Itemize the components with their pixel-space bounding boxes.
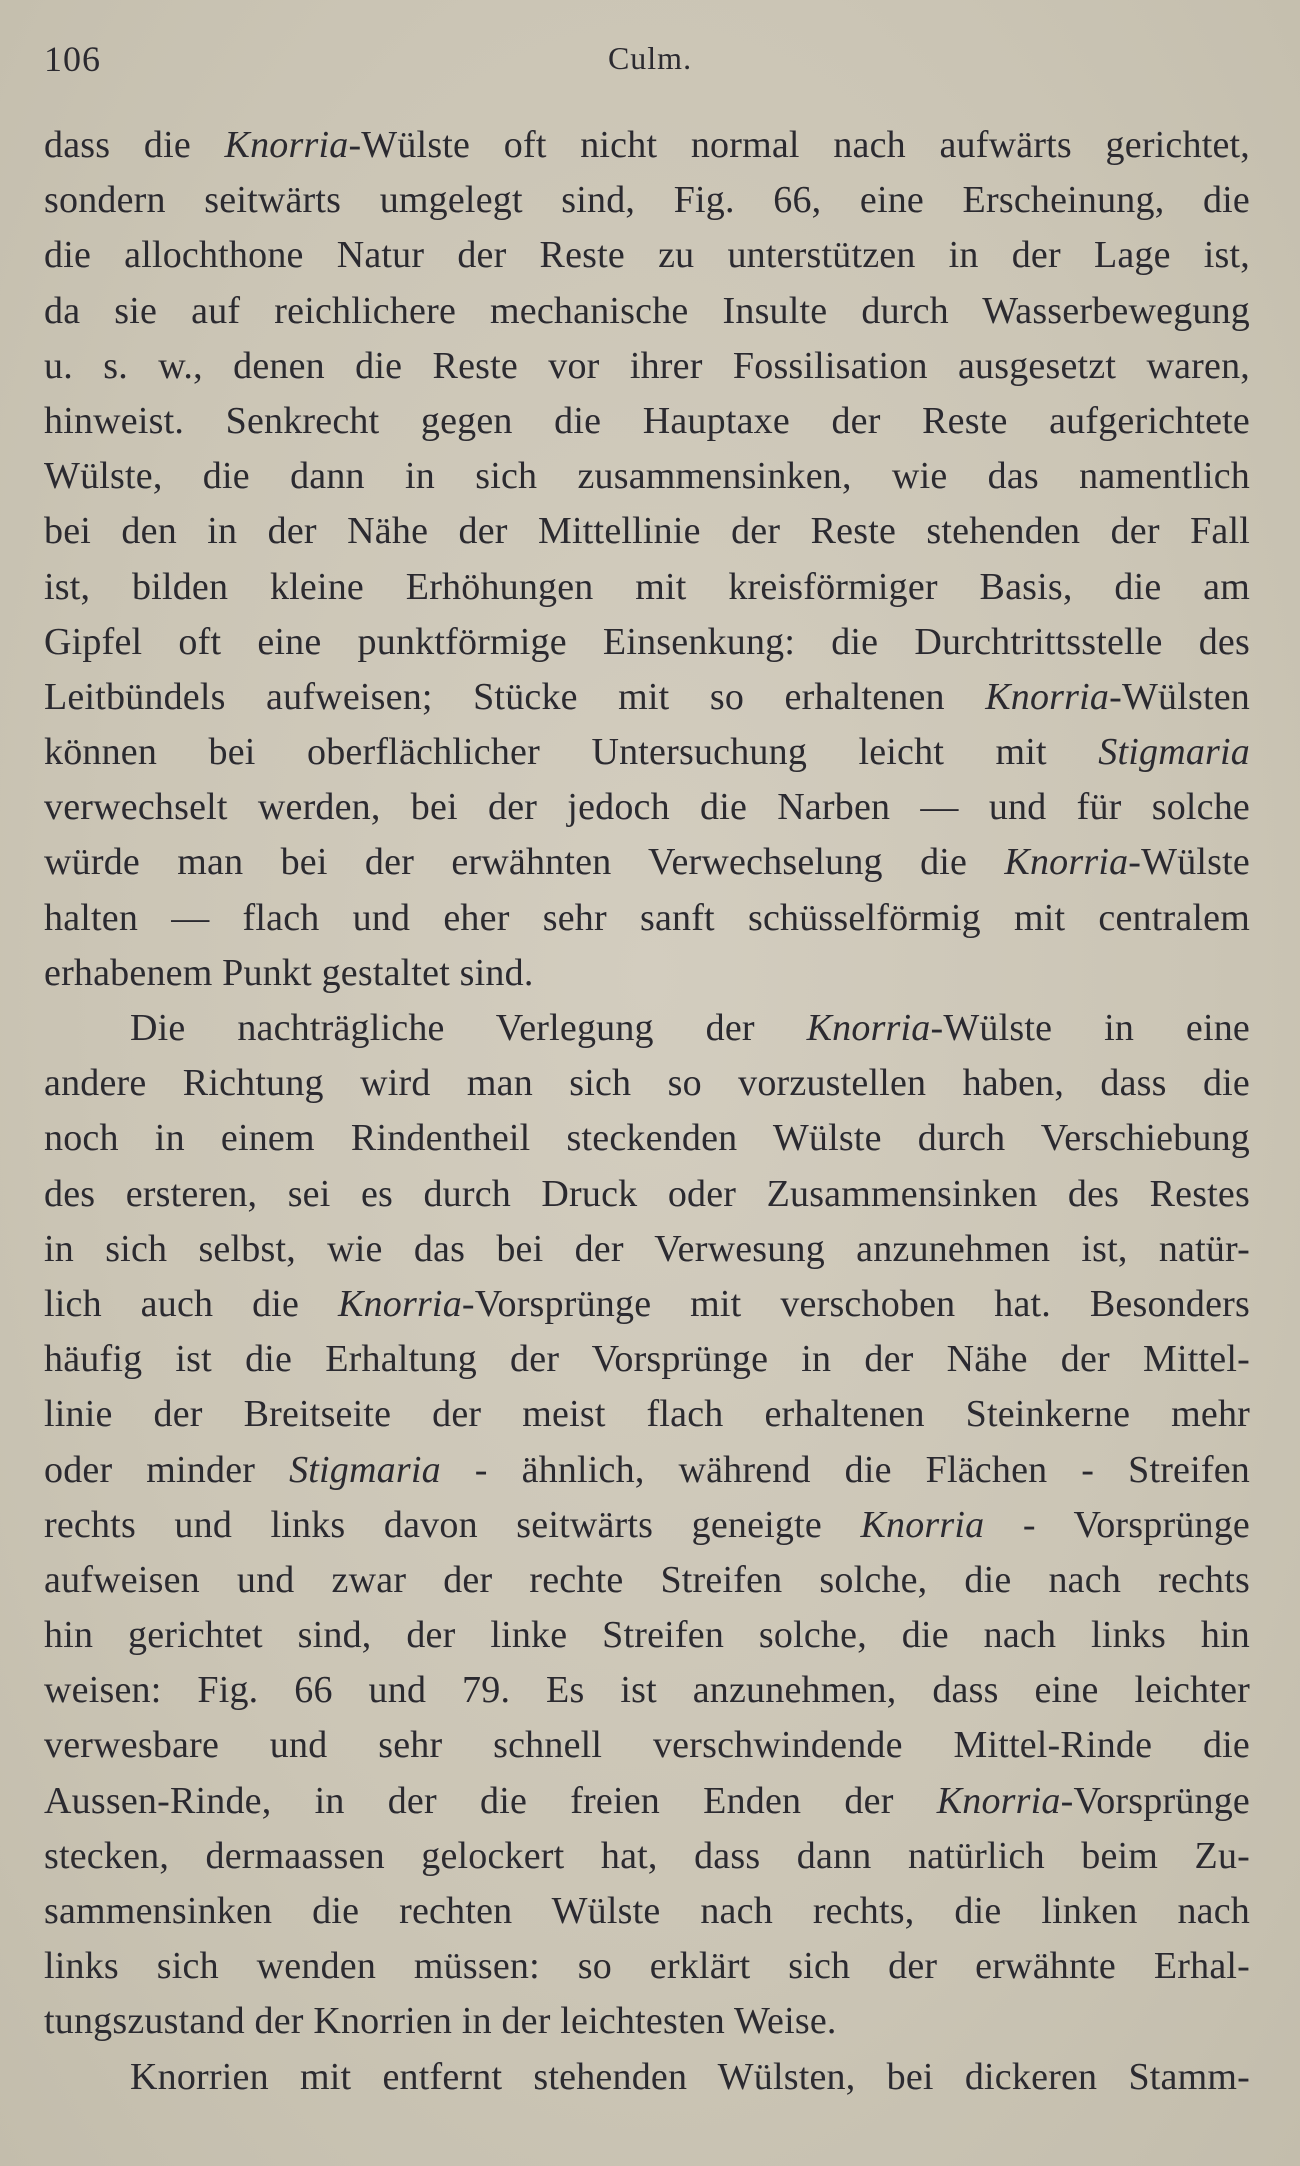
text-line [44, 1001, 1250, 1056]
line-text: Wülste, die dann in sich zusammensinken, wie das namentlich [44, 455, 1250, 498]
text-line [44, 1222, 1250, 1277]
line-text: häufig ist die Erhaltung der Vorsprünge in der Nähe der Mittel- [44, 1338, 1250, 1381]
text-line [44, 1718, 1250, 1773]
line-text: bei den in der Nähe der Mittellinie der Reste stehenden der Fall [44, 510, 1250, 553]
line-text: Aussen-Rinde, in der die freien Enden der [44, 1779, 937, 1822]
line-text: ist, bilden kleine Erhöhungen mit kreisförmiger Basis, die am [44, 565, 1250, 608]
line-text: Knorrien mit entfernt stehenden Wülsten, bei dickeren Stamm- [130, 2055, 1250, 2098]
line-text: halten — flach und eher sehr sanft schüsselförmig mit centralem [44, 896, 1250, 939]
text-line [44, 1608, 1250, 1663]
line-text: dass die [44, 124, 225, 166]
line-text: noch in einem Rindentheil steckenden Wülste durch Verschiebung [44, 1117, 1250, 1160]
text-line [44, 835, 1250, 890]
line-text: würde man bei der erwähnten Verwechselung die [44, 841, 1005, 884]
italic-taxon-name: Knorria [985, 675, 1110, 718]
text-line [44, 1663, 1250, 1718]
text-line [44, 284, 1250, 339]
text-line [44, 1167, 1250, 1222]
text-line [44, 504, 1250, 559]
line-text: hin gerichtet sind, der linke Streifen solche, die nach links hin [44, 1614, 1250, 1657]
text-line [44, 118, 1250, 173]
line-text: verwesbare und sehr schnell verschwindende Mittel-Rinde die [44, 1724, 1250, 1767]
text-line [44, 2050, 1250, 2105]
text-line [44, 449, 1250, 504]
text-line [44, 339, 1250, 394]
text-line [44, 1774, 1250, 1829]
text-line [44, 670, 1250, 725]
line-text: weisen: Fig. 66 und 79. Es ist anzunehmen, dass eine leichter [44, 1669, 1250, 1712]
text-line [44, 1829, 1250, 1884]
line-text: lich auch die [44, 1282, 339, 1325]
text-line [44, 1332, 1250, 1387]
line-text-continued: -Wülsten [1109, 675, 1250, 718]
line-text-continued: - ähnlich, während die Flächen - Streifen [440, 1448, 1250, 1491]
text-line [44, 1884, 1250, 1939]
line-text: erhabenem Punkt gestaltet sind. [44, 951, 534, 994]
line-text-continued: - Vorsprünge [984, 1503, 1251, 1546]
line-text: Gipfel oft eine punktförmige Einsenkung: die Durchtrittsstelle des [44, 620, 1250, 663]
line-text-continued: -Vorsprünge [1060, 1779, 1250, 1822]
text-line [44, 1498, 1250, 1553]
line-text: hinweist. Senkrecht gegen die Hauptaxe der Reste aufgerichtete [44, 399, 1250, 442]
body-text [44, 118, 1250, 2105]
line-text: u. s. w., denen die Reste vor ihrer Fossilisation ausgesetzt waren, [44, 344, 1250, 387]
line-text: andere Richtung wird man sich so vorzustellen haben, dass die [44, 1062, 1250, 1105]
line-text: stecken, dermaassen gelockert hat, dass dann natürlich beim Zu- [44, 1834, 1250, 1877]
text-line [44, 1553, 1250, 1608]
text-line [44, 394, 1250, 449]
text-line [44, 1111, 1250, 1166]
italic-taxon-name: Knorria [224, 124, 349, 166]
italic-taxon-name: Knorria [860, 1503, 985, 1546]
line-text: die allochthone Natur der Reste zu unterstützen in der Lage ist, [44, 234, 1250, 277]
text-line [44, 780, 1250, 835]
line-text: Die nachträgliche Verlegung der [130, 1007, 807, 1049]
line-text: sammensinken die rechten Wülste nach rechts, die linken nach [44, 1890, 1250, 1932]
text-line [44, 725, 1250, 780]
italic-taxon-name: Knorria [1004, 841, 1129, 884]
line-text-continued: -Wülste in eine [930, 1007, 1250, 1049]
text-line [44, 946, 1250, 1001]
page-number: 106 [44, 39, 101, 79]
text-line [44, 1443, 1250, 1498]
italic-taxon-name: Stigmaria [1098, 731, 1250, 774]
text-line [44, 1387, 1250, 1442]
line-text: Leitbündels aufweisen; Stücke mit so erhaltenen [44, 675, 986, 718]
line-text: des ersteren, sei es durch Druck oder Zusammensinken des Restes [44, 1172, 1250, 1215]
text-line [44, 891, 1250, 946]
page-header [44, 38, 1256, 86]
line-text-continued: -Wülste [1128, 841, 1250, 884]
running-head: Culm. [607, 40, 693, 76]
line-text: oder minder [44, 1448, 290, 1491]
text-line [44, 173, 1250, 228]
line-text: können bei oberflächlicher Untersuchung leicht mit [44, 731, 1099, 774]
italic-taxon-name: Knorria [936, 1779, 1061, 1822]
line-text: tungszustand der Knorrien in der leichtesten Weise. [44, 2000, 837, 2043]
line-text: aufweisen und zwar der rechte Streifen solche, die nach rechts [44, 1558, 1250, 1601]
line-text: sondern seitwärts umgelegt sind, Fig. 66, eine Erscheinung, die [44, 179, 1250, 222]
line-text: da sie auf reichlichere mechanische Insulte durch Wasserbewegung [44, 289, 1250, 332]
line-text: rechts und links davon seitwärts geneigte [44, 1503, 861, 1546]
line-text: linie der Breitseite der meist flach erhaltenen Steinkerne mehr [44, 1393, 1250, 1436]
text-line [44, 615, 1250, 670]
line-text: verwechselt werden, bei der jedoch die Narben — und für solche [44, 786, 1250, 829]
line-text: links sich wenden müssen: so erklärt sich der erwähnte Erhal- [44, 1945, 1250, 1988]
italic-taxon-name: Knorria [806, 1007, 931, 1049]
line-text-continued: -Wülste oft nicht normal nach aufwärts gerichtet, [348, 124, 1250, 166]
text-line [44, 1277, 1250, 1332]
text-line [44, 1056, 1250, 1111]
text-line [44, 228, 1250, 283]
text-line [44, 1994, 1250, 2049]
text-line [44, 1939, 1250, 1994]
italic-taxon-name: Knorria [338, 1282, 462, 1325]
italic-taxon-name: Stigmaria [289, 1448, 441, 1491]
line-text: in sich selbst, wie das bei der Verwesung anzunehmen ist, natür- [44, 1227, 1250, 1270]
line-text-continued: -Vorsprünge mit verschoben hat. Besonders [461, 1282, 1250, 1325]
text-line [44, 560, 1250, 615]
